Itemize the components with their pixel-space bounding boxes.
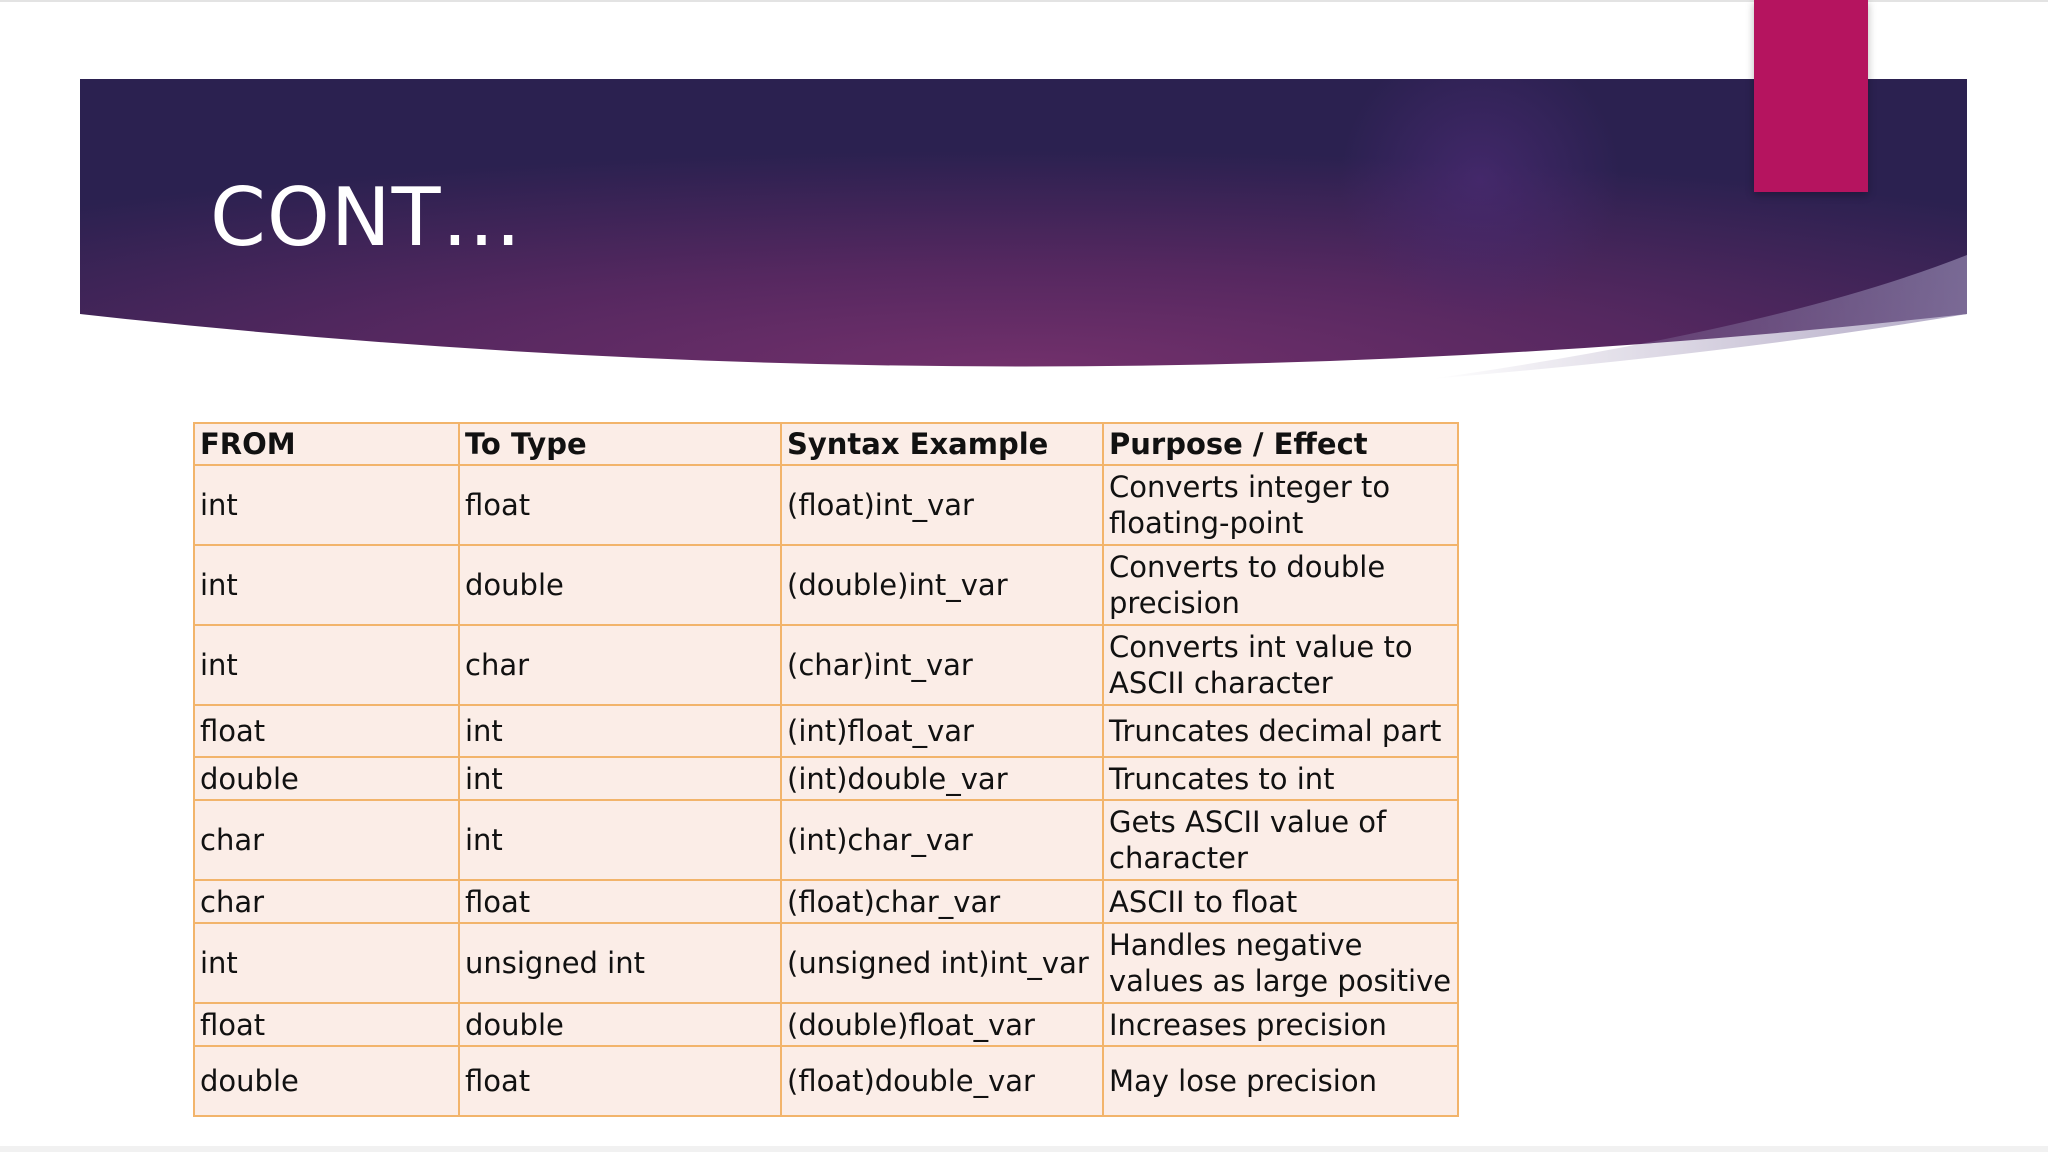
table-row <box>194 800 1458 880</box>
table-row <box>194 1046 1458 1116</box>
cell-from: int <box>194 923 459 1003</box>
cell-purpose: Converts integer to floating-point <box>1103 465 1458 545</box>
table-row <box>194 1003 1458 1046</box>
cell-syntax: (double)int_var <box>781 545 1103 625</box>
cell-purpose: Converts int value to ASCII character <box>1103 625 1458 705</box>
cell-from: double <box>194 757 459 800</box>
cell-from: int <box>194 625 459 705</box>
cell-to-type: int <box>459 800 781 880</box>
table-row <box>194 545 1458 625</box>
accent-tab <box>1754 0 1868 192</box>
cell-from: char <box>194 800 459 880</box>
header-to-type: To Type <box>459 423 781 465</box>
bottom-divider <box>0 1146 2048 1152</box>
cell-syntax: (float)char_var <box>781 880 1103 923</box>
cell-syntax: (float)double_var <box>781 1046 1103 1116</box>
cell-from: double <box>194 1046 459 1116</box>
cell-to-type: float <box>459 465 781 545</box>
cell-purpose: Gets ASCII value of character <box>1103 800 1458 880</box>
cell-purpose: May lose precision <box>1103 1046 1458 1116</box>
table-row <box>194 923 1458 1003</box>
cell-from: int <box>194 465 459 545</box>
cell-syntax: (char)int_var <box>781 625 1103 705</box>
slide-title: CONT… <box>210 171 523 264</box>
cell-purpose: Truncates decimal part <box>1103 705 1458 757</box>
table-row <box>194 465 1458 545</box>
top-divider <box>0 0 2048 2</box>
cell-to-type: float <box>459 880 781 923</box>
cell-to-type: double <box>459 1003 781 1046</box>
cell-to-type: double <box>459 545 781 625</box>
header-purpose-effect: Purpose / Effect <box>1103 423 1458 465</box>
cell-purpose: Truncates to int <box>1103 757 1458 800</box>
header-from: FROM <box>194 423 459 465</box>
cell-syntax: (int)char_var <box>781 800 1103 880</box>
cell-from: float <box>194 1003 459 1046</box>
cell-syntax: (int)double_var <box>781 757 1103 800</box>
cell-to-type: float <box>459 1046 781 1116</box>
table-row <box>194 757 1458 800</box>
header-syntax-example: Syntax Example <box>781 423 1103 465</box>
table-row <box>194 880 1458 923</box>
table-header-row <box>194 423 1458 465</box>
cell-to-type: char <box>459 625 781 705</box>
cell-syntax: (float)int_var <box>781 465 1103 545</box>
cell-purpose: ASCII to float <box>1103 880 1458 923</box>
table-row <box>194 625 1458 705</box>
cell-purpose: Increases precision <box>1103 1003 1458 1046</box>
cell-syntax: (unsigned int)int_var <box>781 923 1103 1003</box>
cell-to-type: unsigned int <box>459 923 781 1003</box>
cell-from: float <box>194 705 459 757</box>
cell-to-type: int <box>459 705 781 757</box>
type-cast-table-container <box>193 422 1457 1117</box>
cell-purpose: Converts to double precision <box>1103 545 1458 625</box>
cell-to-type: int <box>459 757 781 800</box>
cell-from: int <box>194 545 459 625</box>
cell-syntax: (double)float_var <box>781 1003 1103 1046</box>
cell-from: char <box>194 880 459 923</box>
cell-purpose: Handles negative values as large positive <box>1103 923 1458 1003</box>
table-row <box>194 705 1458 757</box>
cell-syntax: (int)float_var <box>781 705 1103 757</box>
type-cast-table <box>193 422 1459 1117</box>
